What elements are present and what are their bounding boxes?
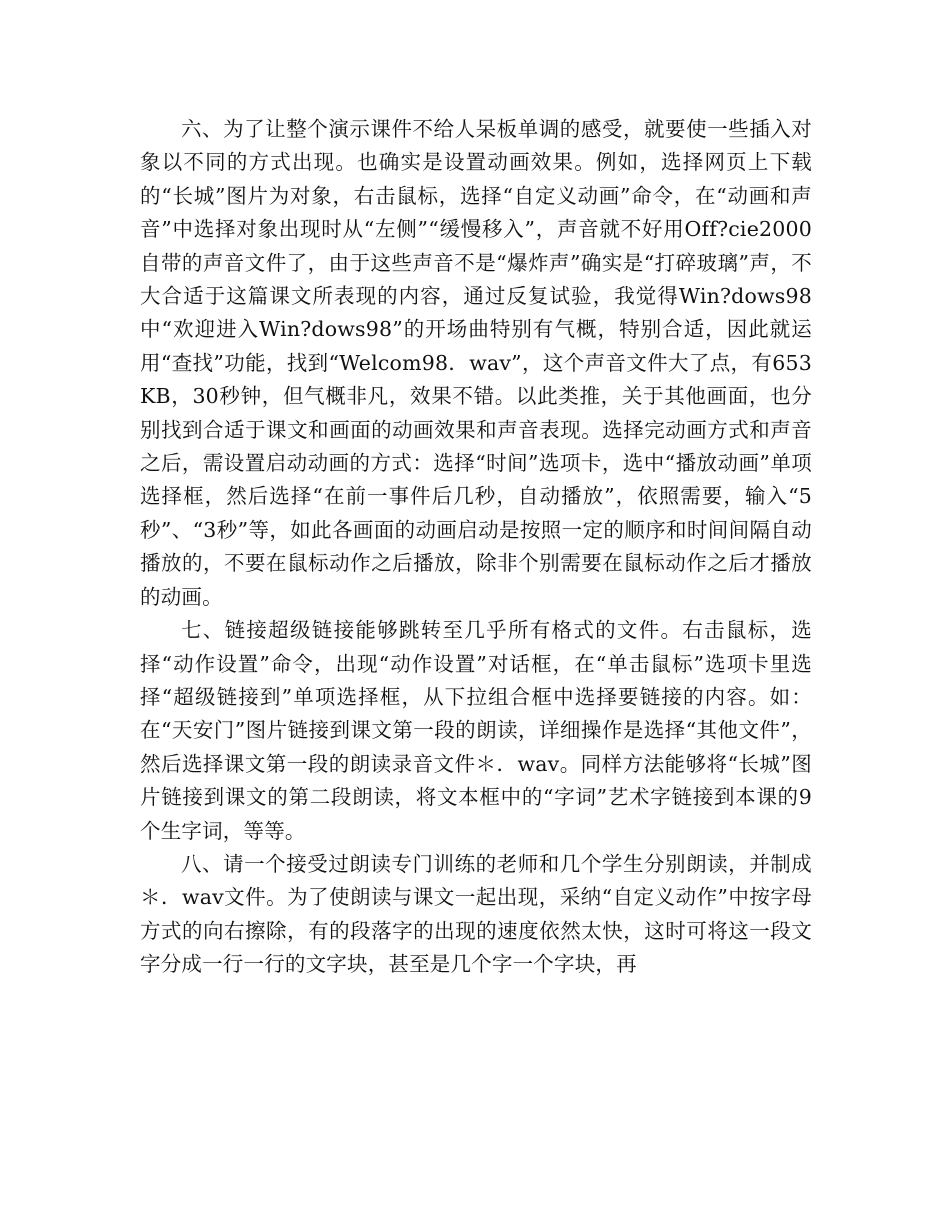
document-body	[140, 113, 812, 982]
paragraph-6: 六、为了让整个演示课件不给人呆板单调的感受，就要使一些插入对象以不同的方式出现。也确实是设置动画效果。例如，选择网页上下载的“长城”图片为对象，右击鼠标，选择“自定义动画”命令，在“动画和声音”中选择对象出现时从“左侧”“缓慢移入”，声音就不好用Off?cie2000自带的声音文件了，由于这些声音不是“爆炸声”确实是“打碎玻璃”声，不大合适于这篇课文所表现的内容，通过反复试验，我觉得Win?dows98中“欢迎进入Win?dows98”的开场曲特别有气概，特别合适，因此就运用“查找”功能，找到“Welcom98．wav”，这个声音文件大了点，有653KB，30秒钟，但气概非凡，效果不错。以此类推，关于其他画面，也分别找到合适于课文和画面的动画效果和声音表现。选择完动画方式和声音之后，需设置启动动画的方式：选择“时间”选项卡，选中“播放动画”单项选择框，然后选择“在前一事件后几秒，自动播放”，依照需要，输入“5秒”、“3秒”等，如此各画面的动画启动是按照一定的顺序和时间间隔自动播放的，不要在鼠标动作之后播放，除非个别需要在鼠标动作之后才播放的动画。	[140, 117, 812, 609]
paragraph-7: 七、链接超级链接能够跳转至几乎所有格式的文件。右击鼠标，选择“动作设置”命令，出现“动作设置”对话框，在“单击鼠标”选项卡里选择“超级链接到”单项选择框，从下拉组合框中选择要链接的内容。如：在“天安门”图片链接到课文第一段的朗读，详细操作是选择“其他文件”，然后选择课文第一段的朗读录音文件＊．wav。同样方法能够将“长城”图片链接到课文的第二段朗读，将文本框中的“字词”艺术字链接到本课的9个生字词，等等。	[140, 618, 812, 843]
paragraph-8: 八、请一个接受过朗读专门训练的老师和几个学生分别朗读，并制成＊．wav文件。为了使朗读与课文一起出现，采纳“自定义动作”中按字母方式的向右擦除，有的段落字的出现的速度依然太快，这时可将这一段文字分成一行一行的文字块，甚至是几个字一个字块，再	[140, 851, 812, 977]
